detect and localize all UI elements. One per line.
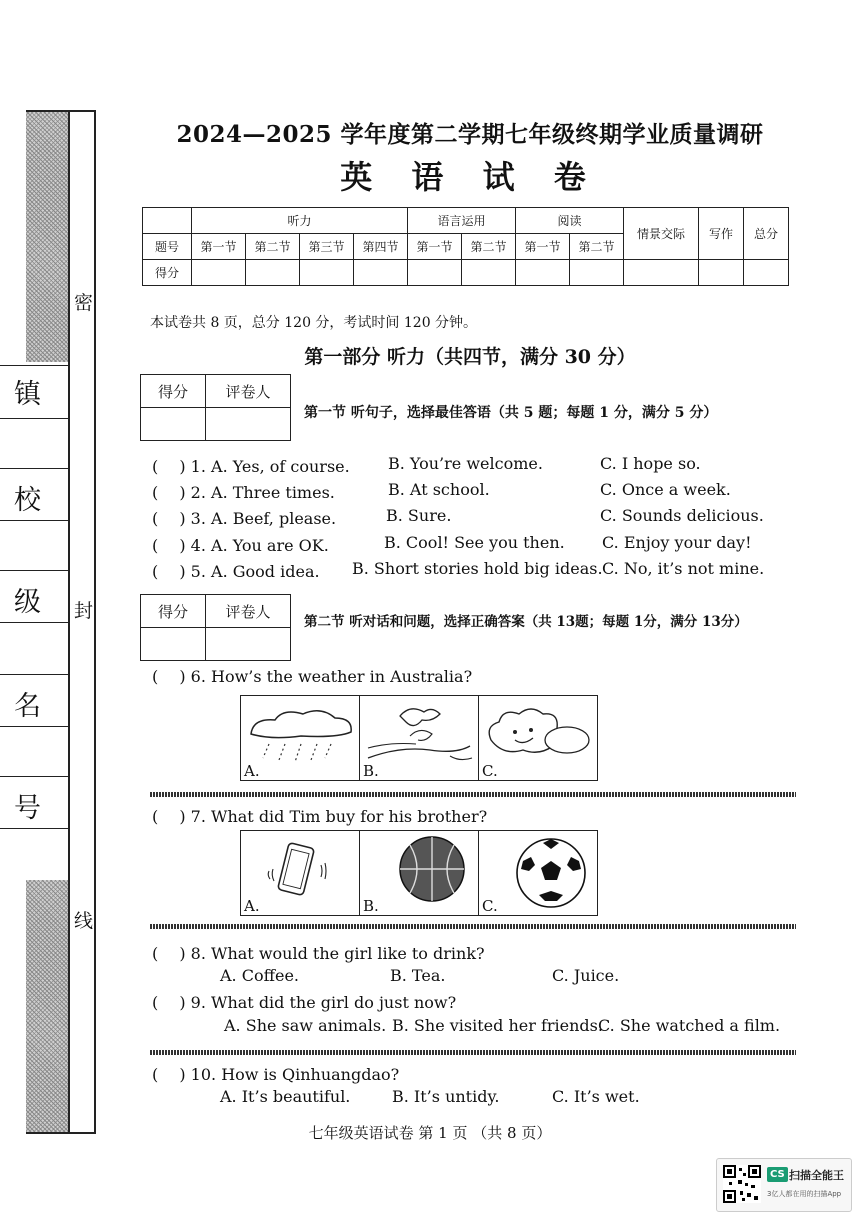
field-divider [0, 365, 68, 366]
option-b-windy[interactable] [360, 696, 479, 780]
group-language: 语言运用 [408, 208, 516, 234]
field-divider [0, 828, 68, 829]
question-2-option-b: B. At school. [388, 480, 490, 499]
sub-cell: 第一节 [408, 234, 462, 260]
score-cell[interactable] [246, 260, 300, 286]
exam-note: 本试卷共 8 页，总分 120 分，考试时间 120 分钟。 [150, 315, 478, 331]
picture-label: B. [363, 762, 379, 780]
field-divider [0, 674, 68, 675]
field-divider [0, 418, 68, 419]
picture-label: B. [363, 897, 379, 915]
question-3-option-c: C. Sounds delicious. [600, 506, 764, 525]
field-town: 镇 [14, 379, 41, 410]
field-divider [0, 776, 68, 777]
picture-label: C. [482, 762, 498, 780]
question-6-pictures [240, 695, 598, 781]
row-label-score: 得分 [143, 260, 192, 286]
group-listening: 听力 [192, 208, 408, 234]
grader-name-label: 评卷人 [206, 595, 291, 628]
question-1-option-b: B. You’re welcome. [388, 454, 543, 473]
question-3-option-b: B. Sure. [386, 506, 452, 525]
seal-mi: 密 [74, 292, 94, 314]
row-label-item: 题号 [143, 234, 192, 260]
page-footer: 七年级英语试卷 第 1 页 （共 8 页） [308, 1124, 552, 1142]
question-10-option-b: B. It’s untidy. [392, 1087, 500, 1106]
question-5: ( ) 5. A. Good idea. [152, 562, 320, 581]
score-cell[interactable] [300, 260, 354, 286]
sub-cell: 第二节 [462, 234, 516, 260]
question-10-option-c: C. It’s wet. [552, 1087, 640, 1106]
binding-hatch-top [26, 110, 68, 362]
question-3: ( ) 3. A. Beef, please. [152, 509, 337, 528]
field-school: 校 [14, 485, 41, 516]
seal-xian: 线 [74, 910, 94, 932]
binding-line-outer [68, 110, 70, 1134]
grader-name-cell[interactable] [206, 628, 291, 661]
picture-label: A. [244, 762, 260, 780]
question-2: ( ) 2. A. Three times. [152, 483, 335, 502]
seal-feng: 封 [74, 600, 94, 622]
grader-name-label: 评卷人 [206, 375, 291, 408]
section2-heading: 第二节 听对话和问题，选择正确答案（共 13题；每题 1分，满分 13分） [304, 614, 748, 630]
question-9-option-c: C. She watched a film. [598, 1016, 781, 1035]
grader-score-cell[interactable] [141, 628, 206, 661]
question-9: ( ) 9. What did the girl do just now? [152, 993, 457, 1012]
separator [150, 1050, 796, 1055]
question-8-option-b: B. Tea. [390, 966, 446, 985]
question-6: ( ) 6. How’s the weather in Australia? [152, 667, 473, 686]
score-cell[interactable] [462, 260, 516, 286]
question-7: ( ) 7. What did Tim buy for his brother? [152, 807, 488, 826]
sub-cell: 第二节 [246, 234, 300, 260]
binding-line-top [26, 110, 96, 112]
field-divider [0, 622, 68, 623]
group-writing: 写作 [699, 208, 744, 260]
question-5-option-b: B. Short stories hold big ideas. [352, 559, 603, 578]
score-cell[interactable] [516, 260, 570, 286]
field-number: 号 [14, 793, 41, 824]
question-4: ( ) 4. A. You are OK. [152, 536, 329, 555]
option-a-phone[interactable] [241, 831, 360, 915]
score-cell[interactable] [354, 260, 408, 286]
option-a-rain[interactable] [241, 696, 360, 780]
question-10-option-a: A. It’s beautiful. [220, 1087, 351, 1106]
score-cell[interactable] [624, 260, 699, 286]
question-5-option-c: C. No, it’s not mine. [602, 559, 765, 578]
exam-title: 2024—2025 学年度第二学期七年级终期学业质量调研 [176, 121, 764, 148]
grader-box-1 [140, 374, 291, 441]
scanner-badge: CS [767, 1167, 788, 1182]
question-9-option-a: A. She saw animals. [224, 1016, 387, 1035]
option-c-football[interactable] [479, 831, 597, 915]
grader-box-2 [140, 594, 291, 661]
question-1-option-c: C. I hope so. [600, 454, 701, 473]
picture-label: C. [482, 897, 498, 915]
grader-score-cell[interactable] [141, 408, 206, 441]
question-1: ( ) 1. A. Yes, of course. [152, 457, 350, 476]
section1-heading: 第一节 听句子，选择最佳答语（共 5 题；每题 1 分，满分 5 分） [304, 405, 718, 421]
binding-line-inner [94, 110, 96, 1134]
part1-heading: 第一部分 听力（共四节，满分 30 分） [304, 346, 636, 368]
question-7-pictures [240, 830, 598, 916]
scanner-app-name: 扫描全能王 [789, 1169, 844, 1182]
question-8: ( ) 8. What would the girl like to drink? [152, 944, 485, 963]
field-divider [0, 726, 68, 727]
group-total: 总分 [744, 208, 789, 260]
field-divider [0, 520, 68, 521]
sub-cell: 第一节 [192, 234, 246, 260]
group-situational: 情景交际 [624, 208, 699, 260]
binding-hatch-bottom [26, 880, 68, 1132]
sub-cell: 第一节 [516, 234, 570, 260]
sub-cell: 第四节 [354, 234, 408, 260]
qr-code-icon [723, 1165, 761, 1203]
separator [150, 924, 796, 929]
question-8-option-a: A. Coffee. [220, 966, 299, 985]
group-reading: 阅读 [516, 208, 624, 234]
option-b-basketball[interactable] [360, 831, 479, 915]
grader-name-cell[interactable] [206, 408, 291, 441]
separator [150, 792, 796, 797]
question-4-option-c: C. Enjoy your day! [602, 533, 752, 552]
field-class: 级 [14, 587, 41, 618]
scanner-tagline: 3亿人都在用的扫描App [767, 1190, 842, 1198]
question-10: ( ) 10. How is Qinhuangdao? [152, 1065, 400, 1084]
grader-score-label: 得分 [141, 595, 206, 628]
field-name: 名 [14, 691, 41, 722]
question-9-option-b: B. She visited her friends. [392, 1016, 603, 1035]
question-8-option-c: C. Juice. [552, 966, 620, 985]
sub-cell: 第三节 [300, 234, 354, 260]
score-cell[interactable] [192, 260, 246, 286]
exam-subject: 英 语 试 卷 [340, 158, 600, 196]
grader-score-label: 得分 [141, 375, 206, 408]
question-2-option-c: C. Once a week. [600, 480, 731, 499]
sub-cell: 第二节 [570, 234, 624, 260]
question-4-option-b: B. Cool! See you then. [384, 533, 565, 552]
score-cell[interactable] [699, 260, 744, 286]
option-c-cloudy[interactable] [479, 696, 597, 780]
field-divider [0, 468, 68, 469]
score-table [142, 207, 789, 286]
score-cell[interactable] [744, 260, 789, 286]
score-cell[interactable] [570, 260, 624, 286]
field-divider [0, 570, 68, 571]
picture-label: A. [244, 897, 260, 915]
scanner-watermark [716, 1158, 852, 1212]
score-cell[interactable] [408, 260, 462, 286]
